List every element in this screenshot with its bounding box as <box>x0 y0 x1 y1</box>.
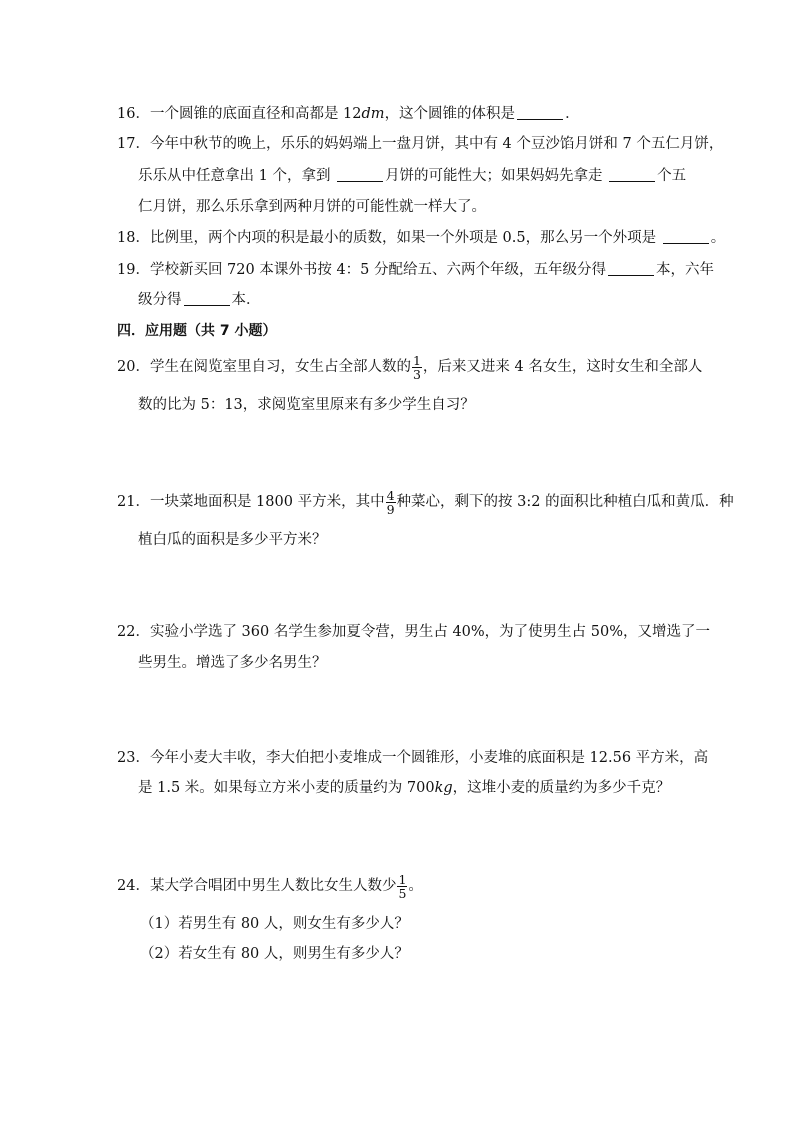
question-text: 是 1.5 米。如果每立方米小麦的质量约为 700 <box>138 780 435 796</box>
question-text: ，后来又进来 4 名女生，这时女生和全部人 <box>422 359 703 375</box>
question-number: 21． <box>117 494 150 510</box>
question-text: 级分得 <box>138 292 182 308</box>
question-16 <box>117 104 580 124</box>
question-text: 本． <box>231 292 261 308</box>
question-17 <box>117 134 723 154</box>
answer-blank <box>184 291 230 306</box>
answer-blank <box>663 229 709 244</box>
fraction-denominator: 9 <box>386 501 395 517</box>
question-text: 植白瓜的面积是多少平方米？ <box>138 532 327 548</box>
question-24-sub-2: （2）若女生有 80 人，则男生有多少人？ <box>140 946 409 962</box>
question-text: 。 <box>408 878 423 894</box>
fraction <box>386 489 396 516</box>
question-number: 17． <box>117 136 150 152</box>
question-text: 个五 <box>657 168 687 184</box>
question-number: 16． <box>117 106 150 122</box>
fraction-numerator: 4 <box>386 487 395 503</box>
fraction-denominator: 3 <box>412 366 421 382</box>
question-number: 19． <box>117 262 150 278</box>
question-text: 比例里，两个内项的积是最小的质数，如果一个外项是 0.5，那么另一个外项是 <box>149 230 661 246</box>
question-18 <box>117 228 725 248</box>
question-text: 乐乐从中任意拿出 1 个，拿到 <box>138 168 336 184</box>
question-number: 20． <box>117 359 150 375</box>
question-22 <box>117 622 710 642</box>
unit: dm <box>361 106 385 122</box>
question-19 <box>117 260 714 280</box>
answer-blank <box>517 105 563 120</box>
unit: kg <box>434 780 453 796</box>
question-text: 学校新买回 720 本课外书按 4：5 分配给五、六两个年级，五年级分得 <box>149 262 607 278</box>
question-number: 18． <box>117 230 150 246</box>
question-22-line-2 <box>138 653 327 673</box>
question-text: 学生在阅览室里自习，女生占全部人数的 <box>149 359 411 375</box>
question-19-line-2 <box>138 290 261 310</box>
answer-blank <box>608 261 654 276</box>
fraction-denominator: 5 <box>398 885 407 901</box>
question-17-line-2 <box>138 166 686 186</box>
question-21 <box>117 487 734 517</box>
question-text: 某大学合唱团中男生人数比女生人数少 <box>149 878 397 894</box>
question-text: 今年中秋节的晚上，乐乐的妈妈端上一盘月饼，其中有 4 个豆沙馅月饼和 7 个五仁月饼， <box>149 136 724 152</box>
question-23-line-2 <box>138 778 670 798</box>
question-24-sub-1: （1）若男生有 80 人，则女生有多少人？ <box>140 916 409 932</box>
question-text: 一个圆锥的底面直径和高都是 12 <box>149 106 362 122</box>
question-text: ，这堆小麦的质量约为多少千克？ <box>452 780 671 796</box>
question-number: 24． <box>117 878 150 894</box>
fraction-numerator: 1 <box>412 352 421 368</box>
question-text: 一块菜地面积是 1800 平方米，其中 <box>149 494 385 510</box>
question-number: 22． <box>117 624 150 640</box>
question-text: 些男生。增选了多少名男生？ <box>138 655 327 671</box>
question-text: 实验小学选了 360 名学生参加夏令营，男生占 40%，为了使男生占 50%，又增选了一 <box>149 624 711 640</box>
fraction-numerator: 1 <box>398 871 407 887</box>
question-text: 。 <box>710 230 726 246</box>
question-23 <box>117 748 708 768</box>
question-text: 种菜心，剩下的按 3:2 的面积比种植白瓜和黄瓜．种 <box>396 494 734 510</box>
question-number: 23． <box>117 750 150 766</box>
answer-blank <box>337 167 383 182</box>
question-text: 今年小麦大丰收，李大伯把小麦堆成一个圆锥形，小麦堆的底面积是 12.56 平方米，高 <box>149 750 709 766</box>
question-text: 月饼的可能性大；如果妈妈先拿走 <box>385 168 608 184</box>
question-text: ，这个圆锥的体积是 <box>384 106 516 122</box>
question-text: ． <box>565 106 580 122</box>
fraction <box>397 873 407 900</box>
answer-blank <box>609 167 655 182</box>
question-17-line-3 <box>138 197 486 217</box>
section-heading: 四．应用题（共 7 小题） <box>117 323 277 339</box>
question-20 <box>117 352 702 382</box>
question-text: 本，六年 <box>656 262 715 278</box>
question-text: 仁月饼，那么乐乐拿到两种月饼的可能性就一样大了。 <box>138 199 486 215</box>
question-24 <box>117 871 423 901</box>
question-text: 数的比为 5：13，求阅览室里原来有多少学生自习？ <box>138 397 475 413</box>
question-20-line-2 <box>138 395 475 415</box>
fraction <box>412 354 422 381</box>
question-21-line-2 <box>138 530 327 550</box>
